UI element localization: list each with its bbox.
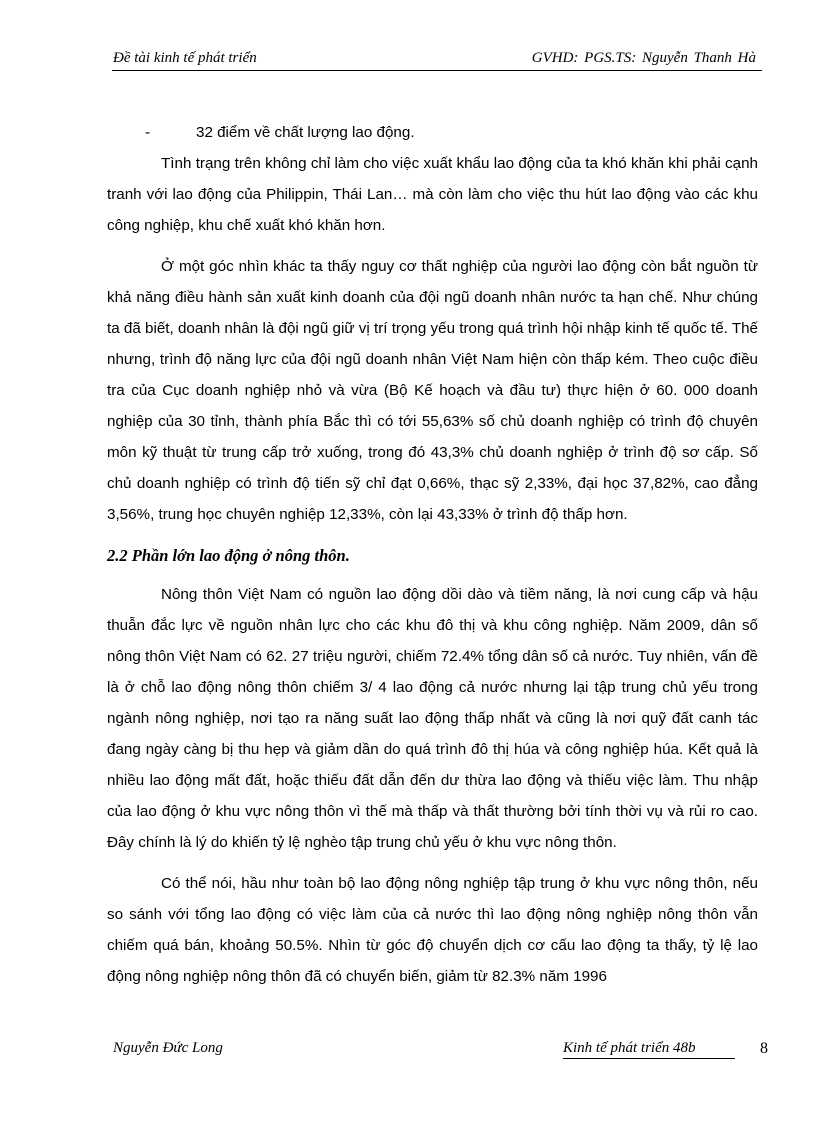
- document-body: [107, 117, 758, 1002]
- page-footer: [112, 1040, 768, 1060]
- bullet-item: [107, 117, 758, 148]
- header-supervisor: GVHD: PGS.TS: Nguyễn Thanh Hà: [531, 50, 756, 66]
- paragraph-3: Nông thôn Việt Nam có nguồn lao động dồi dào và tiềm năng, là nơi cung cấp và hậu thuẫn đắc lực về nguồn nhân lực cho các khu đô thị và khu công nghiệp. Năm 2009, dân số nông thôn Việt Nam có 62. 27 triệu người, chiếm 72.4% tổng dân số cả nước. Tuy nhiên, vấn đề là ở chỗ lao động nông thôn chiếm 3/ 4 lao động cả nước nhưng lại tập trung chủ yếu trong ngành nông nghiệp, nơi tạo ra năng suất lao động thấp nhất và cũng là nơi quỹ đất canh tác đang ngày càng bị thu hẹp và giảm dần do quá trình đô thị húa và công nghiệp húa. Kết quả là nhiều lao động mất đất, hoặc thiếu đất dẫn đến dư thừa lao động và thiếu việc làm. Thu nhập của lao động ở khu vực nông thôn vì thế mà thấp và thất thường bởi tính thời vụ và rủi ro cao. Đây chính là lý do khiến tỷ lệ nghèo tập trung chủ yếu ở khu vực nông thôn.: [107, 586, 758, 851]
- footer-class: Kinh tế phát triển 48b: [563, 1040, 735, 1059]
- page-header: [112, 50, 762, 71]
- footer-author: Nguyễn Đức Long: [113, 1040, 223, 1056]
- bullet-text: 32 điểm về chất lượng lao động.: [196, 124, 415, 141]
- section-heading: 2.2 Phần lớn lao động ở nông thôn.: [107, 546, 350, 565]
- header-title: Đề tài kinh tế phát triển: [113, 50, 257, 66]
- bullet-marker: -: [145, 124, 151, 141]
- paragraph-2: Ở một góc nhìn khác ta thấy nguy cơ thất nghiệp của người lao động còn bắt nguồn từ khả năng điều hành sản xuất kinh doanh của đội ngũ doanh nhân nước ta hạn chế. Như chúng ta đã biết, doanh nhân là đội ngũ giữ vị trí trọng yếu trong quá trình hội nhập kinh tế quốc tế. Thế nhưng, trình độ năng lực của đội ngũ doanh nhân Việt Nam hiện còn thấp kém. Theo cuộc điều tra của Cục doanh nghiệp nhỏ và vừa (Bộ Kế hoạch và đầu tư) thực hiện ở 60. 000 doanh nghiệp của 30 tỉnh, thành phía Bắc thì có tới 55,63% số chủ doanh nghiệp có trình độ chuyên môn kỹ thuật từ trung cấp trở xuống, trong đó 43,3% chủ doanh nghiệp ở trình độ sơ cấp. Số chủ doanh nghiệp có trình độ tiến sỹ chỉ đạt 0,66%, thạc sỹ 2,33%, đại học 37,82%, cao đẳng 3,56%, trung học chuyên nghiệp 12,33%, còn lại 43,33% ở trình độ thấp hơn.: [107, 258, 758, 523]
- page-number: 8: [760, 1040, 768, 1057]
- paragraph-4: Có thể nói, hầu như toàn bộ lao động nông nghiệp tập trung ở khu vực nông thôn, nếu so sánh với tổng lao động có việc làm của cả nước thì lao động nông nghiệp nông thôn vẫn chiếm quá bán, khoảng 50.5%. Nhìn từ góc độ chuyển dịch cơ cấu lao động ta thấy, tỷ lệ lao động nông nghiệp nông thôn đã có chuyển biến, giảm từ 82.3% năm 1996: [107, 875, 758, 985]
- paragraph-1: Tình trạng trên không chỉ làm cho việc xuất khẩu lao động của ta khó khăn khi phải cạnh tranh với lao động của Philippin, Thái Lan… mà còn làm cho việc thu hút lao động vào các khu công nghiệp, khu chế xuất khó khăn hơn.: [107, 155, 758, 234]
